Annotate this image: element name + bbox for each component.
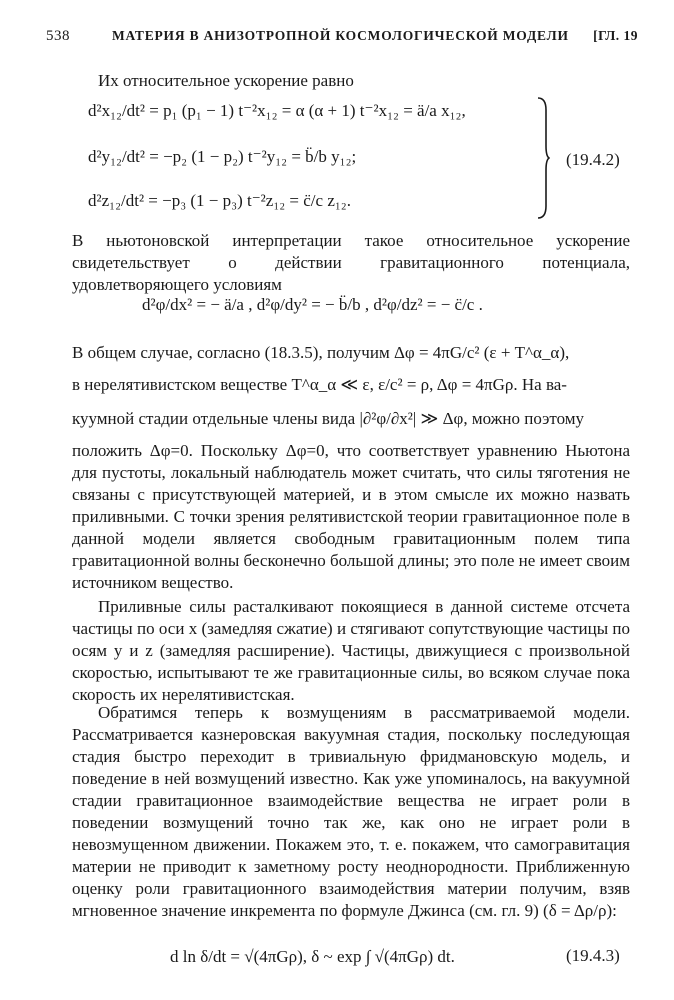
paragraph-2-rest: положить Δφ=0. Поскольку Δφ=0, что соответствует уравнению Ньютона для пустоты, локальный наблюдатель может считать, что силы тяготения не связаны с присутствующей материей, и в этом смысле их можно назвать приливными. С точки зрения релятивистской теории гравитационное поле в данной модели является свободным гравитационным полем типа гравитационной волны бесконечно большой длины; это поле не имеет своим источником вещество. (72, 441, 631, 592)
chapter-label: [ГЛ. 19 (593, 28, 638, 43)
equation-19-4-2-line-2: d²y₁₂/dt² = −p₂ (1 − p₂) t⁻²y₁₂ = b̈/b y₁₂; (88, 147, 357, 166)
equation-19-4-3: d ln δ/dt = √(4πGρ), δ ~ exp ∫ √(4πGρ) dt. (170, 947, 455, 966)
paragraph-2-line-2: в нерелятивистском веществе T^α_α ≪ ε, ε/c² = ρ, Δφ = 4πGρ. На ва- (72, 375, 567, 394)
page-number: 538 (46, 28, 70, 44)
intro-line: Их относительное ускорение равно (98, 71, 354, 90)
equation-number-19-4-3: (19.4.3) (566, 946, 620, 965)
equation-number-19-4-2: (19.4.2) (566, 150, 620, 169)
paragraph-2-line-3: куумной стадии отдельные члены вида |∂²φ/∂x²| ≫ Δφ, можно поэтому (72, 409, 585, 428)
equation-19-4-2-line-3: d²z₁₂/dt² = −p₃ (1 − p₃) t⁻²z₁₂ = c̈/c z₁₂. (88, 191, 351, 210)
potential-conditions: d²φ/dx² = − ä/a , d²φ/dy² = − b̈/b , d²φ/dz² = − c̈/c . (142, 295, 483, 314)
right-brace-icon (536, 96, 550, 220)
paragraph-3: Приливные силы расталкивают покоящиеся в данной системе отсчета частицы по оси x (замедляя сжатие) и стягивают сопутствующие частицы по осям y и z (замедляя расширение). Частицы, движущиеся с произвольной скоростью, испытывают те же гравитационные силы, во всяком случае пока скорость их нерелятивистская. (72, 597, 630, 704)
paragraph-2-line-1: В общем случае, согласно (18.3.5), получим Δφ = 4πG/c² (ε + T^α_α), (72, 343, 570, 362)
running-header (40, 28, 640, 52)
running-title: МАТЕРИЯ В АНИЗОТРОПНОЙ КОСМОЛОГИЧЕСКОЙ МОДЕЛИ (112, 28, 569, 43)
equation-19-4-2-line-1: d²x₁₂/dt² = p₁ (p₁ − 1) t⁻²x₁₂ = α (α + 1) t⁻²x₁₂ = ä/a x₁₂, (88, 101, 466, 120)
paragraph-1: В ньютоновской интерпретации такое относительное ускорение свидетельствует о действии гравитационного потенциала, удовлетворяющего условиям (72, 231, 630, 294)
paragraph-4: Обратимся теперь к возмущениям в рассматриваемой модели. Рассматривается казнеровская вакуумная стадия, поскольку последующая стадия быстро переходит в тривиальную фридмановскую модель, и поведение в ней возмущений известно. Как уже упоминалось, на вакуумной стадии гравитационное взаимодействие вещества не играет роли в поведении возмущений точно так же, как оно не играет роли в невозмущенном движении. Покажем это, т. е. покажем, что самогравитация материи не приводит к заметному росту неоднородности. Приближенную оценку роли гравитационного взаимодействия материи получим, взяв мгновенное значение инкремента по формуле Джинса (см. гл. 9) (δ = Δρ/ρ): (72, 703, 630, 920)
